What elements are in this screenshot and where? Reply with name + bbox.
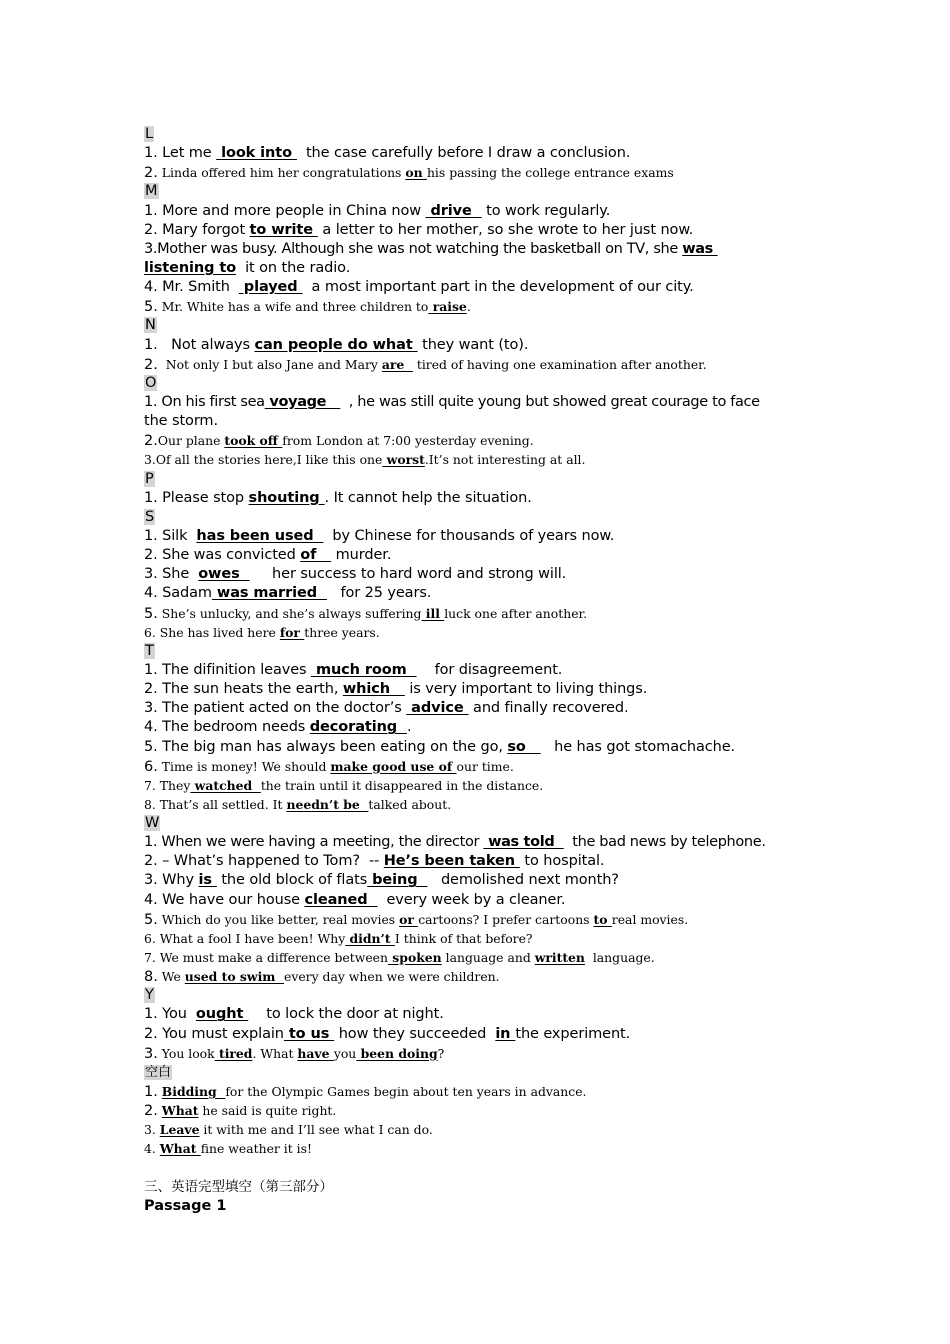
answer-blank: have [297,1045,334,1061]
line-text: 1. When we were having a meeting, the director [144,834,484,851]
answer-blank: on [405,165,427,181]
line-text: every day when we were children. [284,969,500,985]
line-text: he said is quite right. [198,1103,337,1119]
line-text: he has got stomachache. [540,738,736,755]
exercise-line [144,240,804,259]
item-number: 1. [144,1084,158,1101]
section-letter: L [145,126,154,142]
line-text: 1. On his first sea [144,393,265,410]
line-text: 3.Mother was busy. Although she was not watching the basketball on TV, she [144,240,683,257]
exercise-line [144,1025,804,1044]
answer-blank: make good use of [330,758,457,774]
line-text: 3. [144,1122,160,1138]
answer-blank: to us [283,1025,335,1042]
line-text: real movies. [611,911,689,927]
exercise-line [144,336,804,355]
section-letter: S [145,508,155,525]
section-letter-header [144,642,804,661]
exercise-line [144,891,804,910]
answer-blank: which [342,681,405,698]
line-text: . [407,719,412,736]
answer-blank: has been used [196,527,324,544]
exercise-line [144,776,804,795]
section-letter-header [144,814,804,833]
answer-blank: tired [214,1045,253,1061]
answer-blank: spoken [387,950,442,966]
line-text: 1. Please stop [144,489,249,506]
line-text: for 25 years. [326,585,432,602]
line-text: .It’s not interesting at all. [424,452,586,468]
item-number: 2. [144,165,158,182]
line-text: the bad news by telephone. [563,834,766,851]
answer-blank: What [161,1103,199,1119]
document-body [144,125,804,1216]
line-text: Not only I but also Jane and Mary [157,356,382,372]
line-text: 3. Why [144,872,199,889]
exercise-line [144,1120,804,1139]
answer-blank: used to swim [184,969,285,985]
exercise-line [144,202,804,221]
answer-blank: didn’t [345,930,395,946]
exercise-line [144,393,804,412]
line-text: 1. The difinition leaves [144,661,311,678]
line-text: 4. [144,1141,160,1157]
exercise-line [144,1101,804,1120]
exercise-line [144,718,804,737]
line-text: is very important to living things. [404,681,648,698]
item-number: 8. [144,969,158,986]
answer-blank: are [381,356,413,372]
section-letter-header [144,182,804,201]
line-text: his passing the college entrance exams [426,165,674,181]
exercise-line [144,699,804,718]
line-text: the train until it disappeared in the distance. [260,777,544,793]
answer-blank: listening to [144,259,237,276]
exercise-line [144,144,804,163]
answer-blank: cleaned [304,891,378,908]
line-text: 2. Mary forgot [144,221,250,238]
exercise-line [144,259,804,278]
section-letter: W [145,815,160,832]
line-text: the old block of flats [216,872,368,889]
line-text: 5. The big man has always been eating on the go, [144,738,508,755]
line-text: You look [157,1045,215,1061]
exercise-line [144,278,804,297]
exercise-line [144,527,804,546]
line-text: 4. Mr. Smith [144,279,239,296]
line-text: from London at 7:00 yesterday evening. [282,433,534,449]
line-text: 2. You must explain [144,1025,284,1042]
line-text: it on the radio. [236,259,351,276]
line-text: a most important part in the development of our city. [302,279,694,296]
exercise-line [144,431,804,450]
answer-blank: of [300,547,332,564]
item-number: 6. [144,758,158,775]
section-letter-header [144,470,804,489]
exercise-line [144,795,804,814]
answer-blank: ill [421,605,445,621]
item-number: 5. [144,299,158,316]
exercise-line [144,967,804,986]
line-text: how they succeeded [334,1025,496,1042]
line-text: 2. – What’s happened to Tom? -- [144,853,384,870]
section-letter: N [145,317,156,334]
exercise-line [144,604,804,623]
line-text: language. [584,950,655,966]
line-text: language and [441,950,535,966]
answer-blank: being [367,872,428,889]
exercise-line [144,623,804,642]
spacer [144,1159,804,1178]
passage-heading: Passage 1 [144,1197,227,1214]
line-text: , he was still quite young but showed great courage to face [340,393,760,410]
answer-blank: was [682,240,718,257]
section-letter: T [145,642,154,659]
answer-blank: was told [483,834,564,851]
line-text: . What [252,1045,298,1061]
exercise-line [144,661,804,680]
line-text: murder. [331,547,392,564]
item-number: 2. [144,433,158,450]
item-number: 5. [144,911,158,928]
line-text: 2. The sun heats the earth, [144,681,343,698]
line-text: 1. Silk [144,527,197,544]
section-letter: Y [145,987,154,1004]
line-text: tired of having one examination after another. [412,356,707,372]
exercise-line [144,355,804,374]
line-text: 7. We must make a difference between [144,950,388,966]
line-text: Which do you like better, real movies [157,911,400,927]
line-text: 4. We have our house [144,891,305,908]
line-text: 3.Of all the stories here,I like this one [144,452,383,468]
line-text: Time is money! We should [157,758,331,774]
answer-blank: can people do what [254,336,418,353]
line-text: a letter to her mother, so she wrote to her just now. [317,221,694,238]
line-text: demolished next month? [427,872,619,889]
item-number: 2. [144,1103,158,1120]
answer-blank: watched [190,777,261,793]
section-letter-header [144,316,804,335]
exercise-line [144,757,804,776]
line-text: 6. What a fool I have been! Why [144,930,346,946]
line-text: to lock the door at night. [248,1006,444,1023]
exercise-line [144,1044,804,1063]
answer-blank: in [495,1025,516,1042]
section-letter: M [145,183,158,200]
answer-blank: much room [311,661,417,678]
answer-blank: Bidding [161,1084,226,1100]
exercise-line [144,1139,804,1158]
answer-blank: written [534,950,585,966]
line-text: luck one after another. [444,605,588,621]
answer-blank: to write [249,221,318,238]
line-text: 3. The patient acted on the doctor’s [144,700,407,717]
line-text: 1. You [144,1006,196,1023]
exercise-line [144,852,804,871]
answer-blank: raise [428,299,467,315]
line-text: 2. She was convicted [144,547,301,564]
line-text: our time. [456,758,514,774]
line-text: talked about. [368,796,452,812]
exercise-line [144,680,804,699]
answer-blank: needn’t be [286,796,369,812]
answer-blank: or [399,911,419,927]
answer-blank: advice [406,700,469,717]
line-text: Mr. White has a wife and three children to [157,299,429,315]
exercise-line [144,833,804,852]
section-letter: O [145,374,157,391]
line-text: her success to hard word and strong will. [249,566,567,583]
section-letter: P [145,470,154,487]
answer-blank: voyage [264,393,341,410]
answer-blank: drive [425,202,482,219]
line-text: ? [437,1045,445,1061]
section-letter-header [144,125,804,144]
line-text: to hospital. [519,853,605,870]
answer-blank: decorating [309,719,407,736]
line-text: She’s unlucky, and she’s always suffering [157,605,422,621]
line-text: Our plane [157,433,225,449]
section-letter-header [144,508,804,527]
line-text: 1. Let me [144,145,217,162]
exercise-line [144,738,804,757]
exercise-line [144,1082,804,1101]
exercise-line [144,489,804,508]
line-text: to work regularly. [481,202,611,219]
line-text: 8. That’s all settled. It [144,796,287,812]
line-text: for the Olympic Games begin about ten years in advance. [225,1084,587,1100]
item-number: 2. [144,356,158,373]
exercise-line [144,948,804,967]
line-text: Linda offered him her congratulations [157,165,406,181]
exercise-line [144,929,804,948]
section-letter-header [144,986,804,1005]
section-title: 三、英语完型填空（第三部分） [144,1178,333,1195]
line-text: 1. More and more people in China now [144,202,426,219]
line-text: 4. The bedroom needs [144,719,310,736]
exercise-line [144,871,804,890]
exercise-line [144,450,804,469]
exercise-line [144,584,804,603]
answer-blank: look into [216,145,297,162]
line-text: every week by a cleaner. [377,891,566,908]
line-text: by Chinese for thousands of years now. [323,527,615,544]
line-text: cartoons? I prefer cartoons [418,911,594,927]
line-text: for disagreement. [416,661,563,678]
line-text: 1. Not always [144,336,255,353]
exercise-line [144,297,804,316]
answer-blank: Leave [159,1122,200,1138]
answer-blank: owes [198,566,250,583]
line-text: fine weather it is! [200,1141,312,1157]
line-text: 4. Sadam [144,585,212,602]
answer-blank: is [198,872,217,889]
line-text: I think of that before? [394,930,533,946]
line-text: the experiment. [515,1025,631,1042]
line-text: they want (to). [417,336,529,353]
exercise-line [144,546,804,565]
exercise-line [144,412,804,431]
exercise-line [144,163,804,182]
answer-blank: worst [382,452,425,468]
answer-blank: to [593,911,612,927]
line-text: 3. She [144,566,199,583]
section-letter-header [144,374,804,393]
line-text: three years. [304,624,380,640]
line-text: you [333,1045,357,1061]
exercise-line [144,910,804,929]
line-text: 7. They [144,777,191,793]
answer-blank: What [159,1141,201,1157]
answer-blank: was married [211,585,327,602]
line-text: . [466,299,471,315]
line-text: it with me and I’ll see what I can do. [199,1122,433,1138]
line-text: . It cannot help the situation. [324,489,532,506]
item-number: 5. [144,605,158,622]
answer-blank: been doing [356,1045,438,1061]
section-letter-header [144,1063,804,1082]
item-number: 3. [144,1045,158,1062]
line-text: the case carefully before I draw a conclusion. [296,145,631,162]
exercise-line [144,565,804,584]
answer-blank: so [507,738,541,755]
line-text: We [157,969,185,985]
answer-blank: for [279,624,305,640]
answer-blank: played [238,279,303,296]
exercise-line [144,221,804,240]
answer-blank: shouting [248,489,325,506]
line-text: 6. She has lived here [144,624,280,640]
section-letter: 空白 [145,1064,172,1080]
line-text: and finally recovered. [468,700,629,717]
answer-blank: ought [195,1006,249,1023]
answer-blank: took off [224,433,283,449]
exercise-line [144,1005,804,1024]
line-text: the storm. [144,413,218,430]
answer-blank: He’s been taken [383,853,520,870]
